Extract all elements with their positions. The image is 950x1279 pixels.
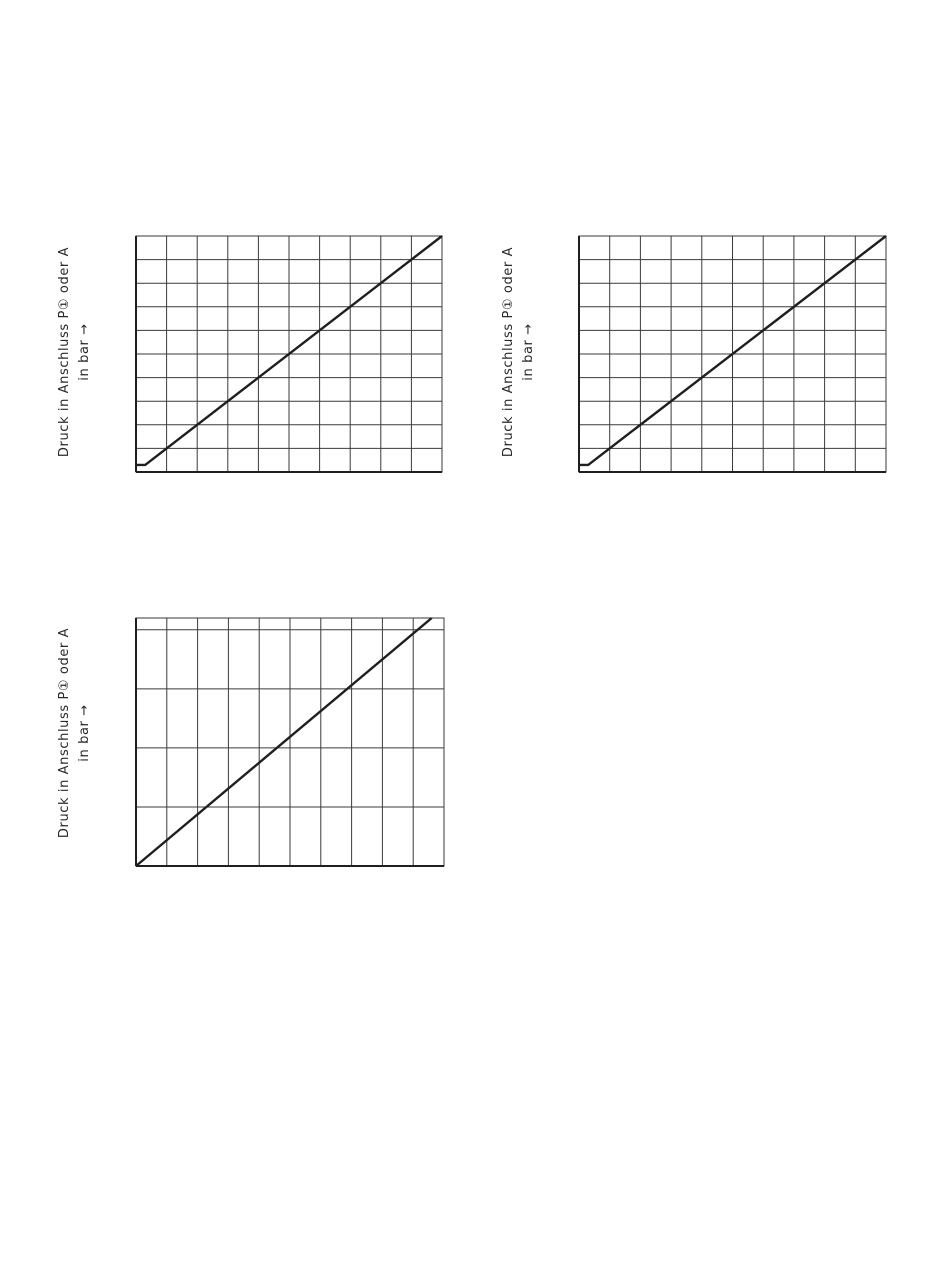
- y-axis-label-chart-1: [55, 222, 95, 482]
- y-axis-label-chart-2: [499, 222, 539, 482]
- chart-3: [130, 612, 452, 874]
- y-axis-label-chart-3: [55, 603, 95, 863]
- y-axis-label-text: Druck in Anschluss P① oder A: [57, 246, 72, 458]
- series-line-pressure: [136, 618, 432, 866]
- y-axis-label-text: Druck in Anschluss P① oder A: [57, 627, 72, 839]
- y-axis-unit-text: in bar →: [521, 323, 536, 381]
- y-axis-unit-text: in bar →: [77, 323, 92, 381]
- y-axis-label-text: Druck in Anschluss P① oder A: [501, 246, 516, 458]
- y-axis-unit-text: in bar →: [77, 704, 92, 762]
- chart-2: [573, 230, 893, 480]
- chart-1: [130, 230, 450, 480]
